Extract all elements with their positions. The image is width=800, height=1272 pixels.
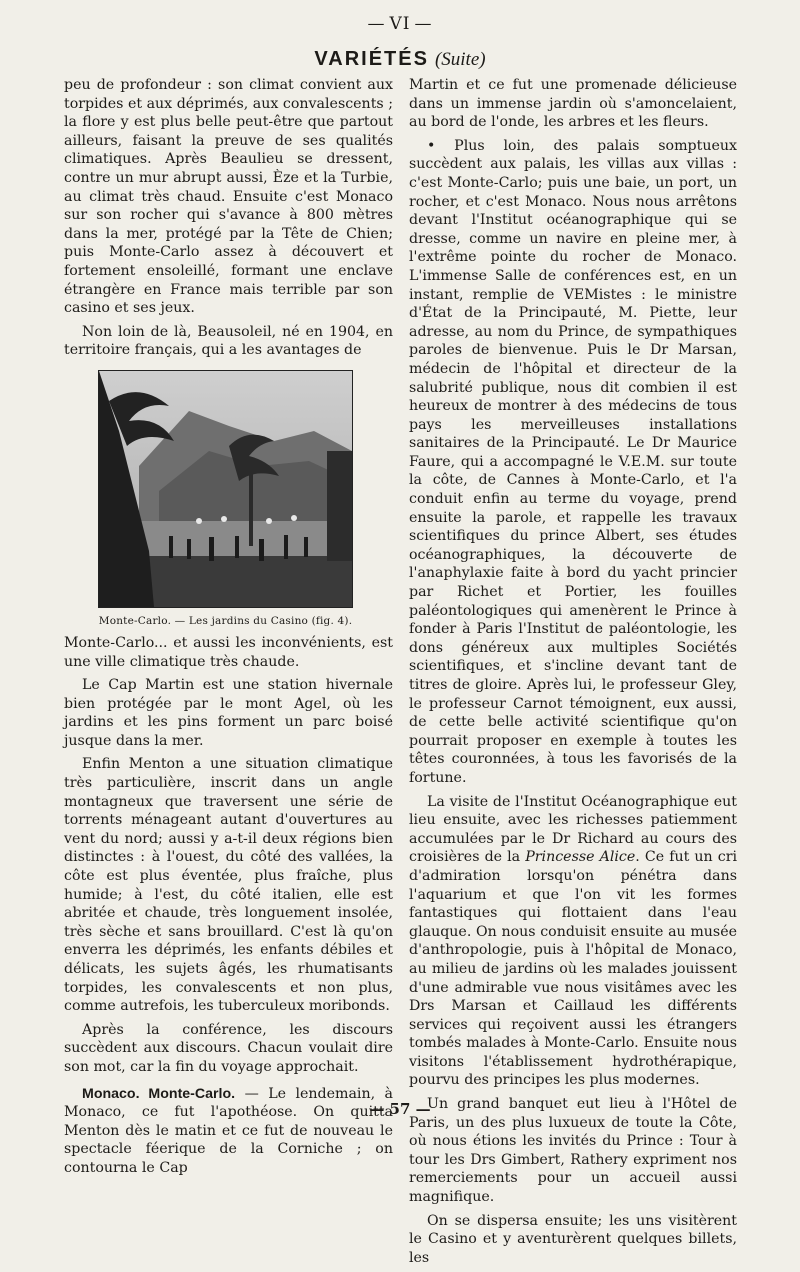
right-paragraph-3-end: . Ce fut un cri d'admiration lorsqu'on pénétra dans l'aquarium et que l'on vit les formes fantastiques qui flottaient dans l'eau glauque. On nous conduisit ensuite au musée d'anthropologie, puis à l'hôpital de Monaco, au milieu de jardins où les malades jouissent d'une admirable vue nous visitâmes avec les Drs Marsan et Caillaud les différents services qui reçoivent aussi les étrangers tombés malades à Monte-Carlo. Ensuite nous visitons l'établissement hydrothérapique, pourvu des principes les plus modernes.: [409, 849, 738, 1089]
ship-name: Princesse Alice: [525, 849, 636, 866]
casino-gardens-photo: [98, 370, 353, 608]
figure-monte-carlo: [98, 370, 353, 628]
left-paragraph-2: Non loin de là, Beausoleil, né en 1904, en territoire français, qui a les avantages de: [64, 323, 393, 359]
right-paragraph-3: [409, 793, 737, 1091]
left-column: [64, 76, 393, 1183]
left-paragraph-7-text: — Le lendemain, à Monaco, ce fut l'apothéose. On quitta Menton dès le matin et ce fut de nouveau le spectacle féerique de la Corniche ; on contourna le Cap: [64, 1085, 393, 1176]
left-paragraph-4: Le Cap Martin est une station hivernale bien protégée par le mont Agel, où les jardins et les pins forment un parc boisé jusque dans la mer.: [64, 677, 393, 749]
section-subtitle: (Suite): [434, 49, 486, 70]
left-paragraph-7: [64, 1085, 393, 1178]
monaco-heading: Monaco. Monte-Carlo.: [82, 1085, 236, 1102]
right-column: [409, 76, 737, 1272]
page-number: — 57 —: [369, 1100, 431, 1118]
left-paragraph-1: peu de profondeur : son climat convient aux torpides et aux déprimés, aux convalescents ; la flore y est plus belle peut-être que partout ailleurs, faisant la preuve de ses qualités climatiques. Après Beaulieu se dressent, contre un mur abrupt aussi, Èze et la Turbie, au climat très chaud. Ensuite c'est Monaco sur son rocher qui s'avance à 800 mètres dans la mer, protégé par la Tête de Chien; puis Monte-Carlo assez à découvert et fortement ensoleillé, formant une enclave étrangère en France mais terrible par son casino et ses jeux.: [64, 77, 393, 317]
right-paragraph-5: On se dispersa ensuite; les uns visitèrent le Casino et y aventurèrent quelques billets, les: [409, 1212, 737, 1266]
roman-numeral-text: VI: [389, 14, 411, 34]
right-paragraph-2: • Plus loin, des palais somptueux succèdent aux palais, les villas aux villas : c'est Monte-Carlo; puis une baie, un port, un rocher, et c'est Monaco. Nous nous arrêtons devant l'Institut océanographique qui se dresse, comme un navire en pleine mer, à l'extrême pointe du rocher de Monaco. L'immense Salle de conférences est, en un instant, remplie de VEMistes : le ministre d'État de la Principauté, M. Piette, leur adresse, au nom du Prince, de sympathiques paroles de bienvenue. Puis le Dr Marsan, médecin de l'hôpital et directeur de la salubrité publique, nous dit combien il est heureux de montrer à des médecins de tous pays les merveilleuses installations sanitaires de la Principauté. Le Dr Maurice Faure, qui a accompagné le V.E.M. sur toute la côte, de Cannes à Monte-Carlo, et l'a conduit enfin au terme du voyage, prend ensuite la parole, et rappelle les travaux scientifiques du prince Albert, ses études océanographiques, la découverte de l'anaphylaxie faite à bord du yacht princier par Richet et Portier, les fouilles paléontologiques qui amenèrent le Prince à fonder à Paris l'Institut de paléontologie, les dons généreux aux multiples Sociétés scientifiques, et s'incline devant tant de titres de gloire. Après lui, le professeur Gley, le professeur Carnot témoignent, eux aussi, de cette belle activité scientifique qu'on pourrait proposer en exemple à toutes les têtes couronnées, à tous les favorisés de la fortune.: [409, 137, 737, 786]
left-paragraph-6: Après la conférence, les discours succèdent aux discours. Chacun voulait dire son mot, car la fin du voyage approchait.: [64, 1021, 393, 1075]
page-roman-numeral: — VI —: [367, 14, 433, 34]
figure-caption: Monte-Carlo. — Les jardins du Casino (fig. 4).: [98, 614, 353, 627]
left-paragraph-5: Enfin Menton a une situation climatique très particulière, inscrit dans un angle montagneux que traversent une série de torrents ménageant autant d'ouvertures au vent du nord; aussi y a-t-il deux régions bien distinctes : à l'ouest, du côté des vallées, la côte est plus éventée, plus fraîche, plus humide; à l'est, du côté italien, elle est abritée et chaude, très longuement insolée, très sèche et sans brouillard. C'est là qu'on enverra les déprimés, les enfants débiles et délicats, les sujets âgés, les rhumatisants torpides, les convalescents et non plus, comme autrefois, les tuberculeux moribonds.: [64, 756, 393, 1015]
left-paragraph-3: Monte-Carlo... et aussi les inconvénients, est une ville climatique très chaude.: [64, 634, 393, 670]
section-title: [0, 48, 800, 71]
right-paragraph-3-start: La visite de l'Institut Océanographique eut lieu ensuite, avec les richesses patiemment accumulées par le Dr Richard au cours des croisières de la: [409, 793, 737, 866]
casino-gardens-illustration: [99, 371, 352, 607]
section-title-text: VARIÉTÉS: [314, 48, 429, 70]
right-paragraph-4: Un grand banquet eut lieu à l'Hôtel de Paris, un des plus luxueux de toute la Côte, où nous étions les invités du Prince : Tour à tour les Drs Gimbert, Rathery expriment nos remerciements pour un accueil aussi magnifique.: [409, 1096, 737, 1206]
right-paragraph-1: Martin et ce fut une promenade délicieuse dans un immense jardin où s'amoncelaient, au bord de l'onde, les arbres et les fleurs.: [409, 77, 737, 131]
